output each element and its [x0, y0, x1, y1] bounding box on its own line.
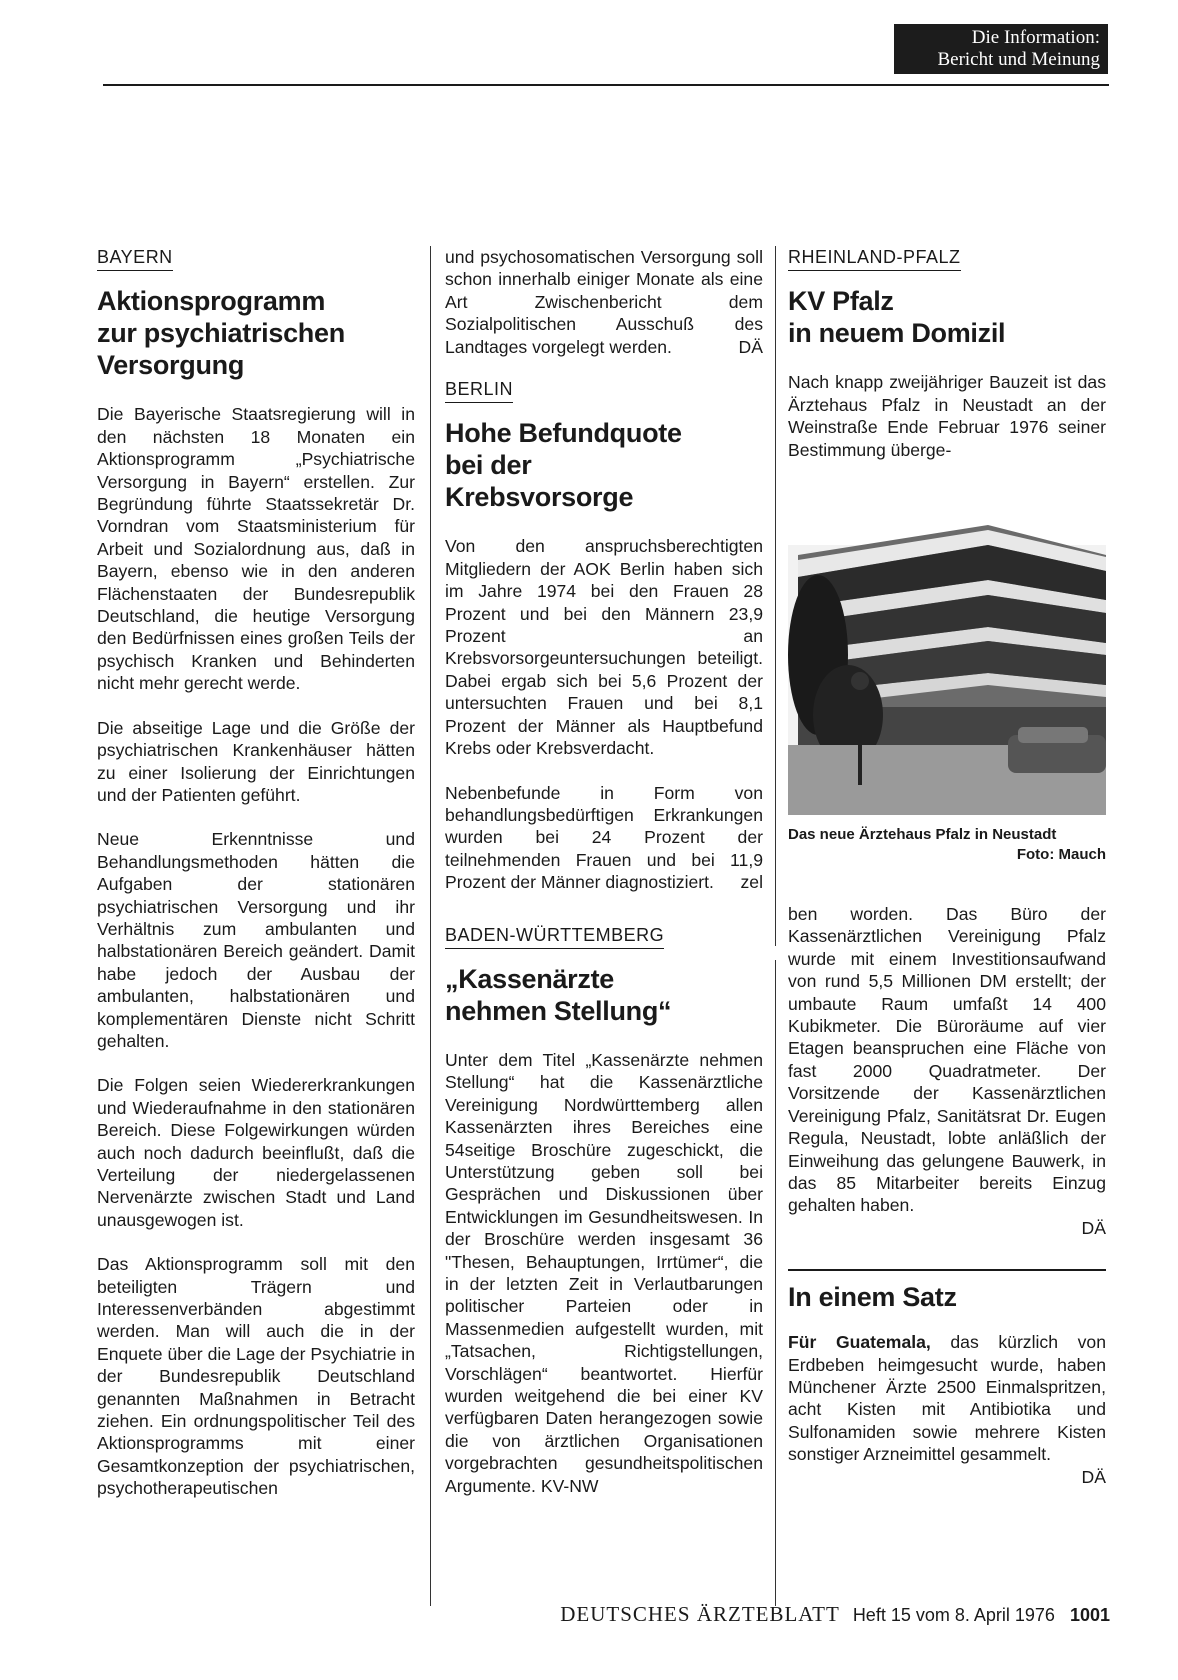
- article-title-kv-pfalz: [788, 285, 1106, 349]
- section-label-line1: Die Information:: [971, 27, 1100, 48]
- author-signature: zel: [740, 872, 763, 893]
- title-line: bei der: [445, 450, 532, 481]
- title-line: Krebsvorsorge: [445, 482, 634, 513]
- article-title-in-einem-satz: In einem Satz: [788, 1282, 957, 1313]
- continuation-paragraph: [445, 246, 763, 358]
- paragraph: ben worden. Das Büro der Kassenärztlichen Vereinigung Pfalz wurde mit einem Investitionsaufwand von rund 5,5 Millionen DM erstellt; der umbaute Raum umfaßt 14 400 Kubikmeter. Die Büroräume auf vier Etagen beanspruchen eine Fläche von fast 2000 Quadratmeter. Der Vorsitzende der Kassenärztlichen Vereinigung Pfalz, Sanitätsrat Dr. Eugen Regula, Neustadt, lobte anläßlich der Einweihung das gelungene Bauwerk, in das 85 Mitarbeiter bereits Einzug gehalten haben.: [788, 904, 1106, 1216]
- column-divider: [430, 246, 431, 1606]
- photo-credit: Foto: Mauch: [1016, 846, 1106, 864]
- paragraph: [445, 782, 763, 894]
- magazine-name: DEUTSCHES ÄRZTEBLATT: [560, 1602, 840, 1626]
- column-rheinland-pfalz: [788, 246, 1106, 1488]
- section-heading-rheinland-pfalz: RHEINLAND-PFALZ: [788, 246, 961, 271]
- title-line: in neuem Domizil: [788, 318, 1006, 349]
- column-divider: [775, 246, 776, 946]
- author-signature: DÄ: [1081, 1466, 1106, 1487]
- title-line: Versorgung: [97, 350, 245, 381]
- author-signature: DÄ: [1081, 1217, 1106, 1238]
- article-title-bw: [445, 963, 763, 1027]
- photo-caption: [788, 825, 1106, 865]
- title-line: nehmen Stellung“: [445, 995, 672, 1026]
- box-rule: [788, 1269, 1106, 1271]
- article-title-berlin: [445, 417, 763, 513]
- caption-text: Das neue Ärztehaus Pfalz in Neustadt: [788, 826, 1057, 844]
- paragraph: Neue Erkenntnisse und Behandlungsmethoden hätten die Aufgaben der stationären psychiatrischen Versorgung und ihr Verhältnis zum ambulanten und halbstationären Bereich geändert. Damit habe jedoch der Ausbau der ambulanten, halbstationären und komplementären Dienste nicht Schritt gehalten.: [97, 829, 415, 1051]
- lead-in: Für Guatemala,: [788, 1332, 931, 1353]
- title-line: Hohe Befundquote: [445, 418, 682, 449]
- author-signature: DÄ: [738, 336, 763, 357]
- paragraph-text: das kürzlich von Erdbeben heimgesucht wurde, haben Münchener Ärzte 2500 Einmalspritzen, acht Kisten mit Antibiotika und Sulfonamiden sowie mehrere Kisten sonstiger Arzneimittel gesammelt.: [788, 1332, 1106, 1465]
- title-line: KV Pfalz: [788, 286, 894, 317]
- issue-info: Heft 15 vom 8. April 1976: [852, 1605, 1055, 1625]
- section-label-box: [894, 24, 1108, 74]
- paragraph: Nach knapp zweijähriger Bauzeit ist das Ärztehaus Pfalz in Neustadt an der Weinstraße Ende Februar 1976 seiner Bestimmung überge-: [788, 372, 1106, 460]
- paragraph: [445, 1049, 763, 1497]
- continuation-text: und psychosomatischen Versorgung soll schon innerhalb einiger Monate als eine Art Zwischenbericht dem Sozialpolitischen Ausschuß des Landtages vorgelegt werden.: [445, 247, 763, 357]
- section-heading-berlin: BERLIN: [445, 378, 513, 403]
- paragraph: [788, 1331, 1106, 1465]
- section-heading-bw: BADEN-WÜRTTEMBERG: [445, 924, 664, 949]
- page-footer: [498, 1602, 1110, 1627]
- paragraph: Die Folgen seien Wiedererkrankungen und Wiederaufnahme in den stationären Bereich. Diese Folgewirkungen würden auch noch dadurch beeinflußt, daß die Verteilung der niedergelassenen Nervenärzte zwischen Stadt und Land unausgewogen ist.: [97, 1075, 415, 1230]
- page-number: 1001: [1069, 1605, 1110, 1625]
- article-title-bayern: [97, 285, 415, 381]
- section-heading-bayern: BAYERN: [97, 246, 173, 271]
- header-rule: [103, 84, 1109, 86]
- paragraph: Von den anspruchsberechtigten Mitgliedern der AOK Berlin haben sich im Jahre 1974 bei den Frauen 28 Prozent und bei den Männern 23,9 Prozent an Krebsvorsorgeuntersuchungen beteiligt. Dabei ergab sich bei 5,6 Prozent der untersuchten Frauen und bei 8,1 Prozent der Männer als Hauptbefund Krebs oder Krebsverdacht.: [445, 536, 763, 759]
- paragraph: Die Bayerische Staatsregierung will in den nächsten 18 Monaten ein Aktionsprogramm „Psychiatrische Versorgung in Bayern“ erstellen. Zur Begründung führte Staatssekretär Dr. Vorndran vom Staatsministerium für Arbeit und Sozialordnung aus, daß in Bayern, ebenso wie in den anderen Flächenstaaten der Bundesrepublik Deutschland, die heutige Versorgung den Bedürfnissen eines großen Teils der psychisch Kranken und Behinderten nicht mehr gerecht werde.: [97, 404, 415, 694]
- title-line: Aktionsprogramm: [97, 286, 326, 317]
- title-line: zur psychiatrischen: [97, 318, 345, 349]
- author-signature: KV-NW: [540, 1475, 599, 1496]
- section-label-line2: Bericht und Meinung: [937, 49, 1100, 70]
- paragraph: Die abseitige Lage und die Größe der psychiatrischen Krankenhäuser hätten zu einer Isolierung der Einrichtungen und der Patienten geführt.: [97, 717, 415, 805]
- column-middle: [445, 246, 763, 1519]
- building-photo: [788, 485, 1106, 815]
- title-line: „Kassenärzte: [445, 963, 614, 994]
- photo-figure: [788, 485, 1106, 815]
- paragraph-text: Nebenbefunde in Form von behandlungsbedürftigen Erkrankungen wurden bei 24 Prozent der teilnehmenden Frauen und bei 11,9 Prozent der Männer diagnostiziert.: [445, 782, 763, 893]
- column-bayern: [97, 246, 415, 1522]
- column-divider: [775, 960, 776, 1606]
- paragraph: Das Aktionsprogramm soll mit den beteiligten Trägern und Interessenverbänden abgestimmt werden. Man will auch die in der Enquete über die Lage der Psychiatrie in der Bundesrepublik Deutschland genannten Maßnahmen in Betracht ziehen. Ein ordnungspolitischer Teil des Aktionsprogramms mit einer Gesamtkonzeption der psychiatrischen, psychotherapeutischen: [97, 1254, 415, 1499]
- paragraph-text: Unter dem Titel „Kassenärzte nehmen Stellung“ hat die Kassenärztliche Vereinigung Nordwürttemberg allen Kassenärzten ihres Bereiches eine 54seitige Broschüre zugeschickt, die Unterstützung geben soll bei Gesprächen und Diskussionen über Entwicklungen im Gesundheitswesen. In der Broschüre werden insgesamt 36 "Thesen, Behauptungen, Irrtümer“, die in der letzten Zeit in Verlautbarungen politischer Parteien oder in Massenmedien aufgestellt wurden, mit „Tatsachen, Richtigstellungen, Vorschlägen“ beantwortet. Hierfür wurden weitgehend die bei einer KV verfügbaren Daten herangezogen sowie die von ärztlichen Organisationen vorgebrachten gesundheitspolitischen Argumente.: [445, 1049, 763, 1496]
